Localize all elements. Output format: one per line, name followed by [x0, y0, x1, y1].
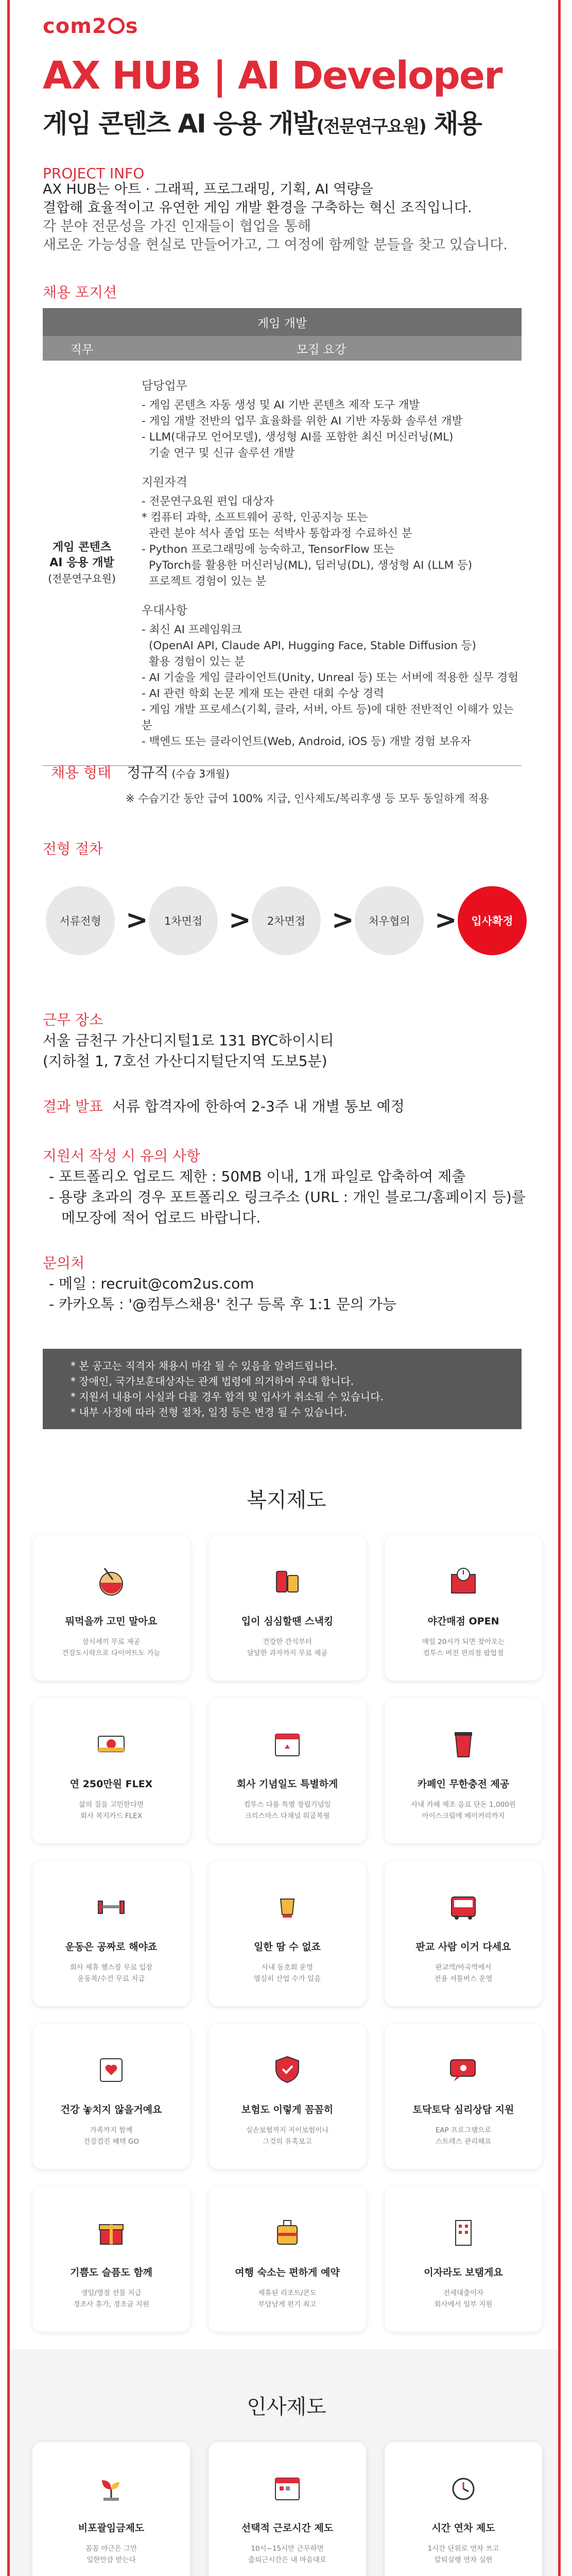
chevron-right-icon: >	[126, 905, 148, 936]
process-step-1: 서류전형	[46, 886, 115, 955]
welfare-card	[32, 2187, 190, 2332]
dumbbell-icon	[94, 1890, 128, 1924]
requirements-cell	[121, 361, 522, 766]
card-title: 운동은 공짜로 해야죠	[65, 1941, 158, 1953]
card-title: 회사 기념일도 특별하게	[236, 1778, 338, 1790]
card-title: 이자라도 보탬게요	[424, 2267, 503, 2278]
card-title: 야간매점 OPEN	[427, 1616, 499, 1627]
project-info-heading: PROJECT INFO	[43, 165, 145, 182]
duties-group: 담당업무 - 게임 콘텐츠 자동 생성 및 AI 기반 콘텐츠 제작 도구 개발 - 게임 개발 전반의 업무 효율화를 위한 AI 기반 자동화 솔루션 개발 - LLM(대규모 언어모델), 생성형 AI를 포함한 최신 머신러닝(ML) 기술 연구 및 신규 솔루션 개발	[142, 379, 463, 460]
card-description: 가족까지 함께 건강검진 혜택 GO	[83, 2126, 139, 2146]
card-description: 실손보험까지 지이보험이나 그것의 유혹보고	[246, 2126, 329, 2146]
contact-email[interactable]: - 메일 : recruit@com2us.com	[49, 1275, 254, 1292]
card-title: 여행 숙소는 편하게 예약	[235, 2267, 340, 2278]
building-icon	[446, 2215, 480, 2249]
card-description: 매일 20시가 되면 찾아오는 컴투스 버전 편의점 팝업점	[422, 1638, 505, 1657]
calendar-icon	[270, 2471, 304, 2505]
logo-ring-icon	[108, 18, 125, 34]
process-step-4: 처우협의	[355, 886, 424, 955]
positions-group-header: 게임 개발	[43, 308, 522, 336]
preferences-group: 우대사항 - 최신 AI 프레임워크 (OpenAI API, Claude API, Hugging Face, Stable Diffusion 등) 활용 경험이 있는 분 - AI 기술을 게임 클라이언트(Unity, Unreal 등) 또는 서버에 적용한 실무 경험 - AI 관련 학회 논문 게재 또는 관련 대회 수상 경력 - 게임 개발 프로세스(기획, 클라, 서버, 아트 등)에 대한 전반적인 이해가 있는 분 - 백엔드 또는 클라이언트(Web, Android, iOS 등) 개발 경험 보유자	[142, 604, 518, 748]
heart-check-icon	[94, 2053, 128, 2087]
sprout-icon	[94, 2471, 128, 2505]
role-cell: 게임 콘텐츠 AI 응용 개발 (전문연구요원)	[43, 361, 121, 766]
contact-kakao: - 카카오톡 : '@컴투스채용' 친구 등록 후 1:1 문의 가능	[49, 1296, 396, 1313]
result-section: 결과 발표 서류 합격자에 한하여 2-3주 내 개별 통보 예정	[43, 1098, 405, 1115]
col-req-header: 모집 요강	[121, 336, 522, 361]
snack-icon	[270, 1564, 304, 1598]
chevron-right-icon: >	[332, 905, 354, 936]
welfare-heading: 복지제도	[247, 1488, 326, 1512]
hr-card	[209, 2442, 366, 2576]
welfare-card	[209, 1861, 366, 2006]
location-section: 근무 장소 서울 금천구 가산디지털1로 131 BYC하이시티 (지하철 1, 7호선 가산디지털단지역 도보5분)	[43, 1011, 334, 1070]
coffee-icon	[446, 1727, 480, 1761]
positions-heading: 채용 포지션	[43, 284, 117, 301]
com2us-logo: com2 s	[43, 14, 138, 38]
card-title: 비포괄임금제도	[78, 2522, 145, 2534]
card-description: 1시간 단위로 연차 쓰고 칼퇴실행 연차 실현	[427, 2545, 499, 2564]
card-title: 시간 연차 제도	[431, 2522, 495, 2534]
rice-bowl-icon	[94, 1564, 128, 1598]
hr-card	[32, 2442, 190, 2576]
process-step-2: 1차면접	[149, 886, 218, 955]
calendar-gift-icon	[270, 1727, 304, 1761]
col-role-header: 직무	[43, 336, 121, 361]
page-title: AX HUB | AI Developer	[43, 54, 502, 98]
welfare-card	[32, 1535, 190, 1681]
project-info-text: AX HUB는 아트 · 그래픽, 프로그래밍, 기획, AI 역량을 결합해 효율적이고 유연한 게임 개발 환경을 구축하는 혁신 조직입니다. 각 분야 전문성을 가진 인재들이 협업을 통해 새로운 가능성을 현실로 만들어가고, 그 여정에 함께할 분들을 찾고 있습니다.	[43, 181, 508, 253]
card-description: 10시~15시만 근무하면 출퇴근시간은 내 마음대로	[248, 2545, 327, 2564]
card-title: 입이 심심할땐 스낵킹	[241, 1616, 334, 1627]
card-title: 건강 놓치지 않을거예요	[60, 2104, 162, 2115]
process-step-5: 입사확정	[458, 886, 527, 955]
card-description: 삼시세끼 무료 제공 건강도시락으로 다이어트도 가능	[62, 1638, 161, 1657]
welfare-card	[209, 2024, 366, 2169]
card-description: 컴투스 다룸 특별 창립기념일 크리스마스 다채널 워굽복필	[244, 1801, 331, 1820]
process-step-3: 2차면접	[252, 886, 321, 955]
hr-heading: 인사제도	[247, 2395, 326, 2419]
card-title: 뭐먹을까 고민 말아요	[65, 1616, 158, 1627]
card-description: 전세대출이자 회사에서 일부 지원	[434, 2289, 493, 2309]
money-icon	[94, 1727, 128, 1761]
card-description: 제휴된 리조트/콘도 부담남게 편기 최고	[258, 2289, 317, 2309]
process-steps	[46, 886, 530, 958]
welfare-card	[209, 2187, 366, 2332]
card-description: 꼼꼼 야근은 그만 일한만큼 받는다	[85, 2545, 137, 2564]
contact-section: 문의처 - 메일 : recruit@com2us.com - 카카오톡 : '@컴투스채용' 친구 등록 후 1:1 문의 가능	[43, 1253, 396, 1315]
welfare-card	[385, 2024, 542, 2169]
card-title: 카페인 무한충전 제공	[417, 1778, 510, 1790]
employment-type: 채용 형태 정규직 (수습 3개월)	[51, 764, 230, 781]
welfare-card	[385, 1698, 542, 1843]
welfare-card	[209, 1698, 366, 1843]
card-description: 회사 제휴 헬스장 무료 입장 운동복/수건 무료 지급	[70, 1963, 153, 1983]
card-description: 사내 동호회 운영 열심히 산업 수가 있음	[253, 1963, 321, 1983]
positions-table	[43, 308, 522, 766]
welfare-card	[385, 2187, 542, 2332]
cautions-section: 지원서 작성 시 유의 사항 - 포트폴리오 업로드 제한 : 50MB 이내, 1개 파일로 압축하여 제출 - 용량 초과의 경우 포트폴리오 링크주소 (URL : 개인 블로그/홈페이지 등)를 메모장에 적어 업로드 바랍니다.	[43, 1147, 526, 1226]
chat-heart-icon	[446, 2053, 480, 2087]
welfare-card	[209, 1535, 366, 1681]
page-subtitle: 게임 콘텐츠 AI 응용 개발(전문연구요원) 채용	[43, 109, 481, 139]
welfare-card	[32, 2024, 190, 2169]
clock-night-icon	[446, 1564, 480, 1598]
card-description: 생일/명절 선물 지급 경조사 휴가, 경조금 지원	[73, 2289, 149, 2309]
gift-icon	[94, 2215, 128, 2249]
card-title: 기쁨도 슬픔도 함께	[70, 2267, 153, 2278]
notice-box: * 본 공고는 직격자 채용시 마감 될 수 있음을 알려드립니다. * 장애인, 국가보훈대상자는 관계 법령에 의거하여 우대 합니다. * 지원서 내용이 사실과 다를 경우 합격 및 입사가 취소될 수 있습니다. * 내부 사정에 따라 전형 절차, 일정 등은 변경 될 수 있습니다.	[43, 1349, 522, 1429]
bus-icon	[446, 1890, 480, 1924]
card-title: 보험도 이렇게 꼼꼼히	[241, 2104, 334, 2115]
card-description: 판교역/마곡역에서 전용 셔틀버스 운영	[434, 1963, 493, 1983]
welfare-card	[32, 1861, 190, 2006]
welfare-card	[385, 1861, 542, 2006]
card-title: 판교 사람 이거 다세요	[415, 1941, 511, 1953]
process-heading: 전형 절차	[43, 840, 103, 857]
card-description: 사내 카페 제조 음료 단돈 1,000원 아이스크림에 베이커리까지	[411, 1801, 516, 1820]
card-description: 삶의 질을 고민한다면 회사 복지카드 FLEX	[79, 1801, 144, 1820]
employment-note: ※ 수습기간 동안 급여 100% 지급, 인사제도/복리후생 등 모두 동일하게 적용	[126, 792, 489, 805]
luggage-icon	[270, 2215, 304, 2249]
welfare-card	[385, 1535, 542, 1681]
welfare-card	[32, 1698, 190, 1843]
card-description: EAP 프로그램으로 스트레스 관리해요	[435, 2126, 492, 2146]
card-title: 연 250만원 FLEX	[70, 1778, 153, 1790]
page-frame	[7, 0, 561, 2576]
card-title: 선택적 근로시간 제도	[241, 2522, 334, 2534]
hr-card	[385, 2442, 542, 2576]
chevron-right-icon: >	[229, 905, 251, 936]
qualifications-group: 지원자격 - 전문연구요원 편입 대상자 * 컴퓨터 과학, 소프트웨어 공학, 인공지능 또는 관련 분야 석사 졸업 또는 석박사 통합과정 수료하신 분 - Python 프로그래밍에 능숙하고, TensorFlow 또는 PyTorch를 활용한 머신러닝(ML), 딥러닝(DL), 생성형 AI (LLM 등) 프로젝트 경험이 있는 분	[142, 476, 473, 588]
alarm-icon	[446, 2471, 480, 2505]
shield-icon	[270, 2053, 304, 2087]
cup-icon	[270, 1890, 304, 1924]
card-title: 토닥토닥 심리상담 지원	[412, 2104, 514, 2115]
chevron-right-icon: >	[435, 905, 457, 936]
card-title: 일한 땀 수 없죠	[254, 1941, 321, 1953]
card-description: 건강한 간식부터 달달한 과자까지 무료 제공	[247, 1638, 328, 1657]
